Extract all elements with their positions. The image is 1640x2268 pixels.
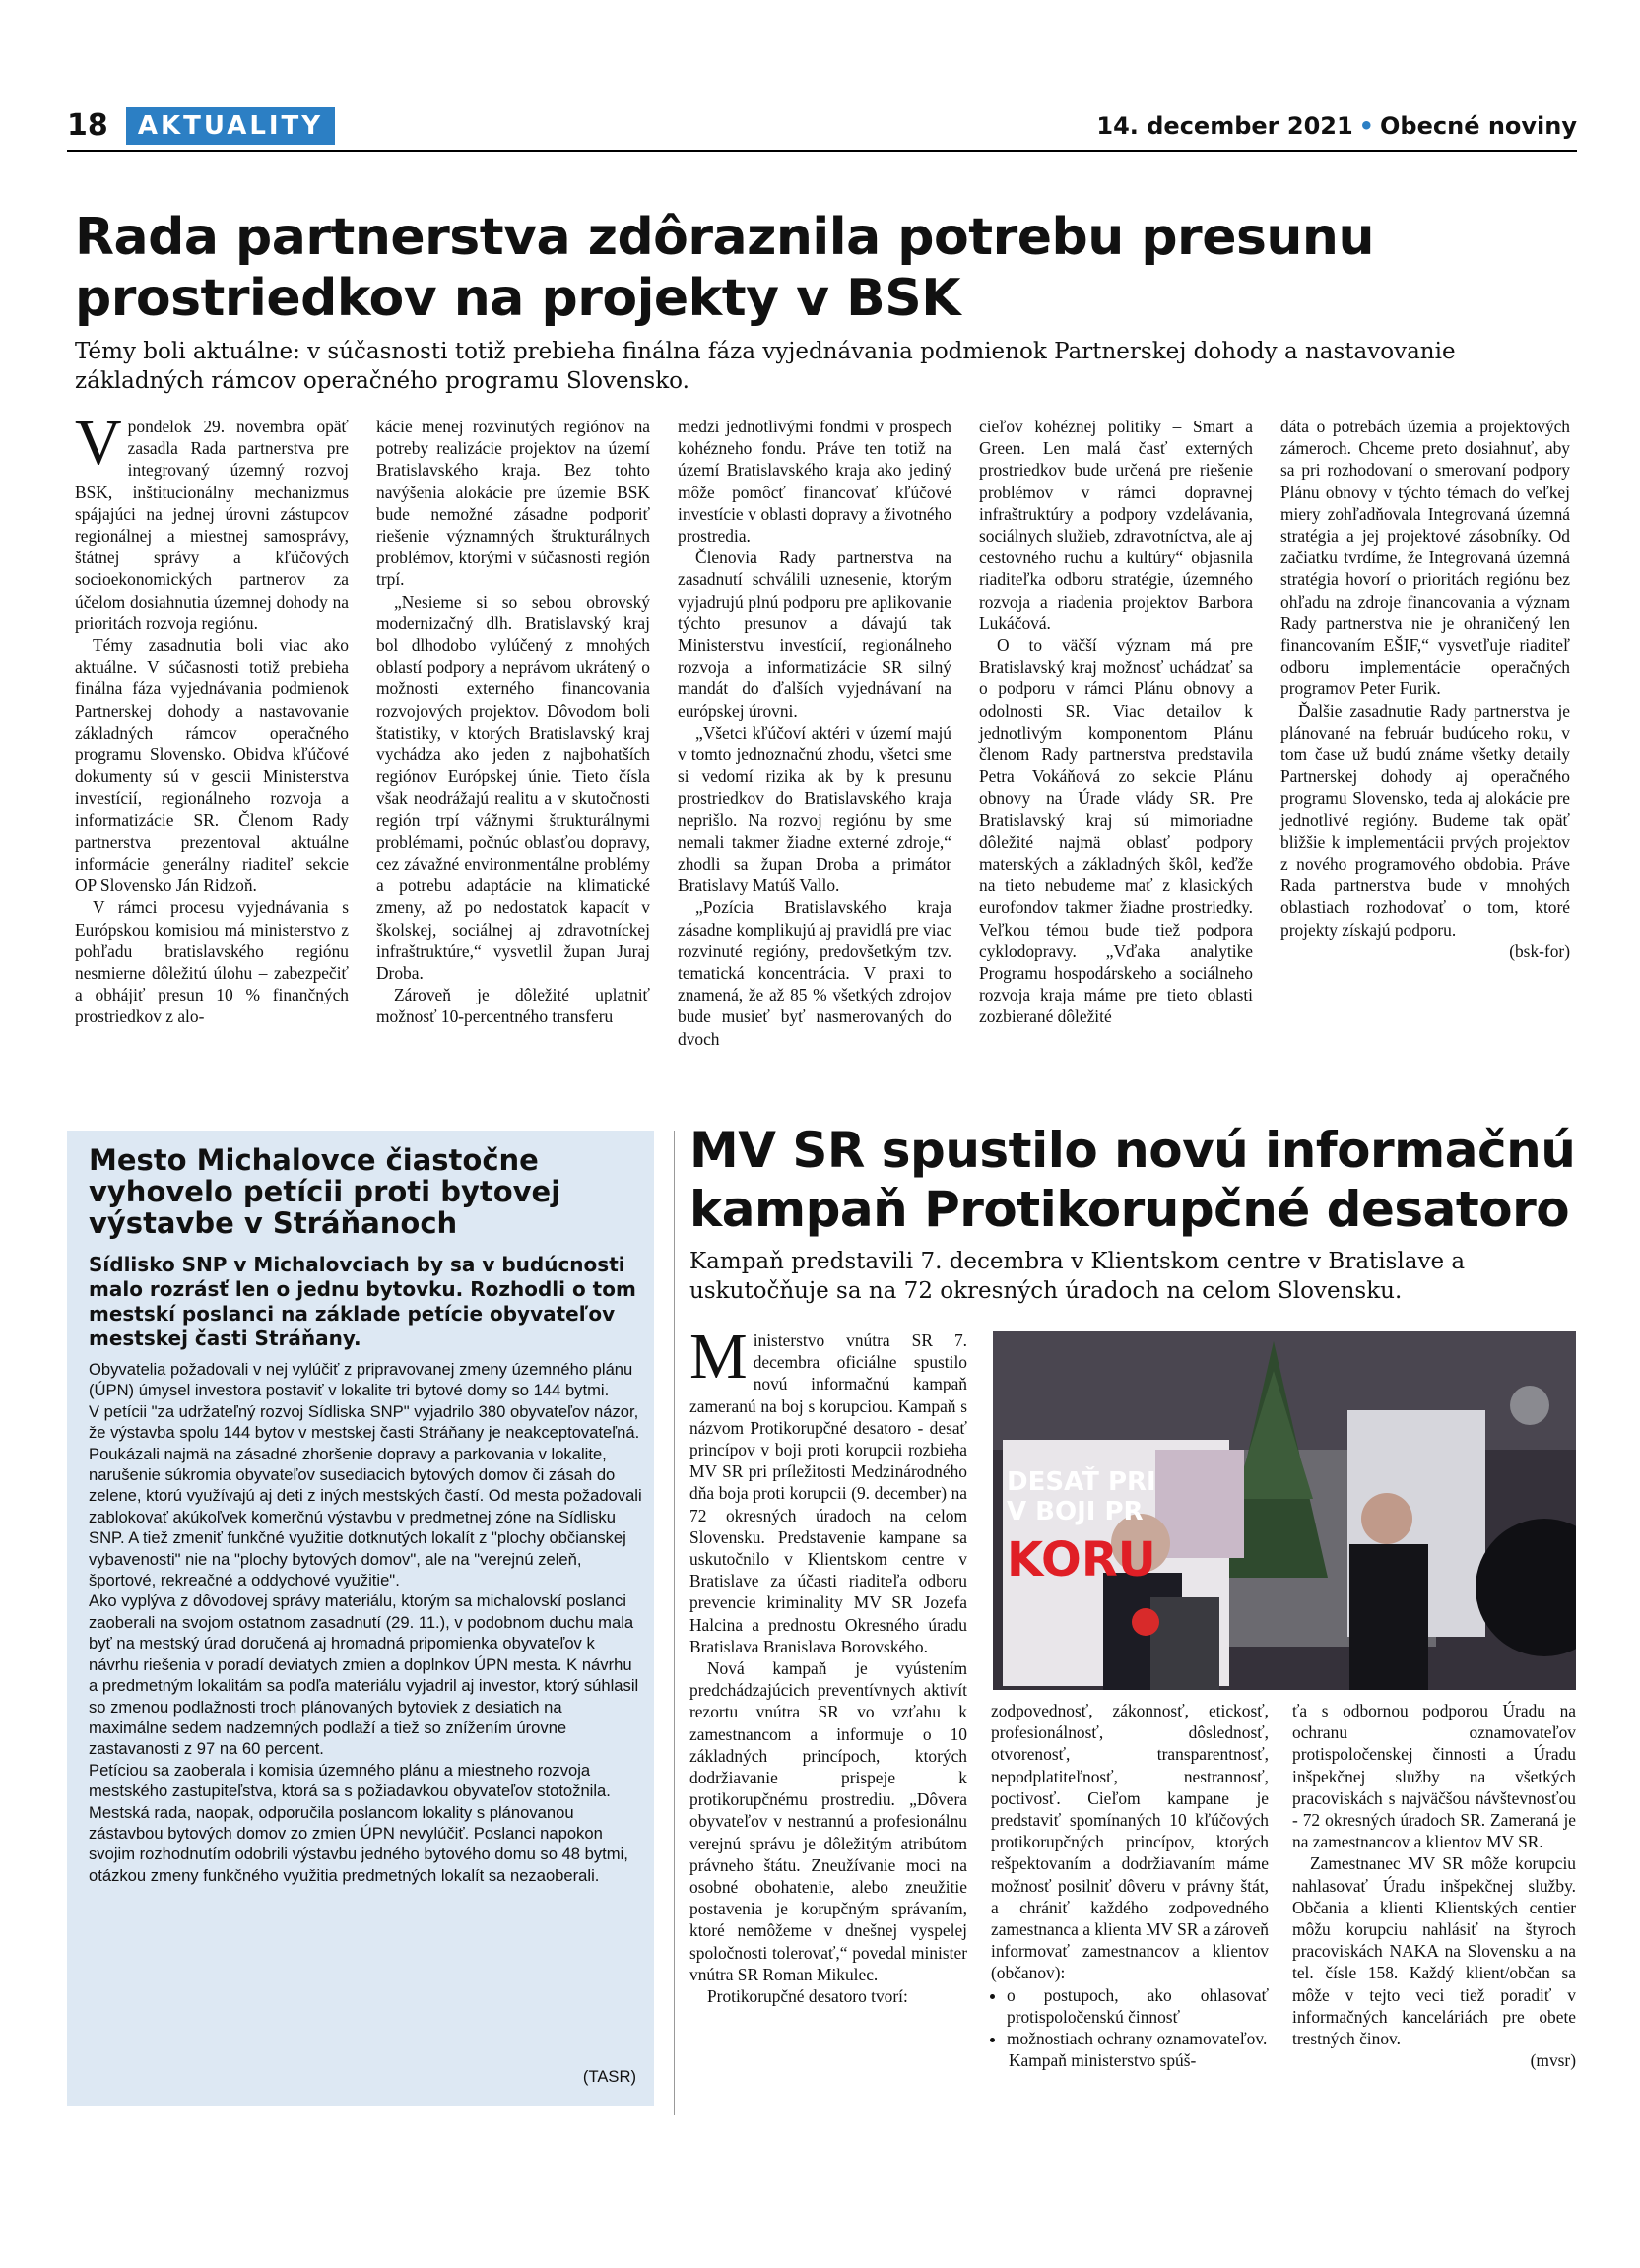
sidebar-headline-line1: Mesto Michalovce čiastočne <box>89 1143 539 1177</box>
sidebar-headline-line2: vyhovelo petícii proti bytovej <box>89 1175 561 1208</box>
article1-paragraph: Členovia Rady partnerstva na zasadnutí schválili uznesenie, ktorým vyjadrujú plnú podporu pre aplikovanie týchto presunov a dávajú tak Ministerstvu investícií, regionálneho rozvoja a informatizácie SR silný mandát do ďalších vyjednávaní na európskej úrovni. <box>678 548 951 721</box>
article1-column-3 <box>678 416 951 1050</box>
article2-paragraph: Zamestnanec MV SR môže korupciu nahlasovať Úradu inšpekčnej služby. Občania a klienti Klientských centier môžu korupciu nahlásiť na štyroch pracoviskách NAKA na Slovensku a na tel. čísle 158. Každý klient/občan sa môže v tejto veci tiež poradiť v informačných kanceláriách pre obete trestných činov. <box>1292 1853 1576 2049</box>
article1-paragraph: „Nesieme si so sebou obrovský modernizačný dlh. Bratislavský kraj bol dlhodobo vylúčený z mnohých oblastí podpory a neprávom ukrátený o možnosti externého financovania rozvojových projektov. Dôvodom boli štatistiky, v ktorých Bratislavský kraj vychádza ako jeden z najbohatších regiónov Európskej únie. Tieto čísla však neodrážajú realitu a v skutočnosti región trpí vážnymi štrukturálnymi problémami, počnúc oblasťou dopravy, cez závažné environmentálne problémy a potrebu adaptácie na klimatické zmeny, až po nedostatok kapacít v školskej, sociálnej aj zdravotníckej infraštruktúre,“ vysvetlil župan Juraj Droba. <box>376 591 650 984</box>
article2-paragraph: ťa s odbornou podporou Úradu na ochranu oznamovateľov protispoločenskej činnosti a Úradu inšpekčnej služby na všetkých pracoviskách s najväčšou návštevnosťou - 72 okresných úradoch SR. Zameraná je na zamestnancov a klientov MV SR. <box>1292 1701 1576 1852</box>
article2-lead-line2: uskutočňuje sa na 72 okresných úradoch na celom Slovensku. <box>689 1278 1403 1304</box>
article1-paragraph: Ďalšie zasadnutie Rady partnerstva je plánované na február budúceho roku, v tom čase už budú známe všetky detaily Partnerskej dohody aj operačného programu Slovensko, teda aj alokácie pre jednotlivé regióny. Budeme tak opäť bližšie k implementácii prvých projektov z nového programového obdobia. Práve Rada partnerstva bude v mnohých oblastiach rozhodovať o tom, ktoré projekty získajú podporu. <box>1280 700 1570 940</box>
list-item: • o postupoch, ako ohlasovať protispoločenskú činnosť <box>1007 1984 1269 2028</box>
sidebar-headline <box>89 1144 640 1239</box>
article2-column-2 <box>991 1700 1269 2071</box>
dateline-separator: • <box>1358 112 1375 140</box>
article2-drop-cap: M <box>689 1321 748 1393</box>
dateline <box>1096 112 1577 140</box>
sidebar-signature: (TASR) <box>582 2067 636 2086</box>
sidebar-paragraph: Ako vyplýva z dôvodovej správy materiálu, ktorým sa michalovskí poslanci zaoberali na svojom ostatnom zasadnutí (29. 11.), v podobnom duchu mala byť na mestský úrad doručená aj hromadná pripomienka obyvateľov k návrhu riešenia v poradí deviatych zmien a doplnkov ÚPN mesta. K návrhu a predmetným lokalitám sa podľa materiálu vyjadril aj investor, ktorý súhlasil so zmenou podlažnosti troch plánovaných bytoviek z desiatich na maximálne sedem nadzemných podlaží a tiež so znížením úrovne zastavanosti z 97 na 60 percent. <box>89 1591 639 1759</box>
article1-paragraph: kácie menej rozvinutých regiónov na potreby realizácie projektov na území Bratislavského kraja. Bez tohto navýšenia alokácie pre územie BSK bude nemožné zásadne podporiť riešenie významných štrukturálnych problémov, ktorými v súčasnosti región trpí. <box>376 417 650 590</box>
sidebar-headline-line3: výstavbe v Stráňanoch <box>89 1206 458 1240</box>
article1-paragraph: Zároveň je dôležité uplatniť možnosť 10-percentného transferu <box>376 985 650 1027</box>
article1-signature: (bsk-for) <box>1509 940 1570 961</box>
article1-column-4 <box>979 416 1253 1028</box>
article1-headline <box>75 207 1572 329</box>
article2-paragraph: inisterstvo vnútra SR 7. decembra oficiálne spustilo novú informačnú kampaň zameranú na boj s korupciou. Kampaň s názvom Protikorupčné desatoro - desať princípov v boji proti korupcii rozbieha MV SR pri príležitosti Medzinárodného dňa boja proti korupcii (9. december) na 72 okresných úradoch na celom Slovensku. Predstavenie kampane sa uskutočnilo v Klientskom centre v Bratislave za účasti riaditeľa odboru prevencie kriminality MV SR Jozefa Halcina a prednostu Okresného úradu Bratislava Branislava Borovského. <box>689 1330 967 1656</box>
publication-name: Obecné noviny <box>1380 112 1577 140</box>
article2-headline-line2: kampaň Protikorupčné desatoro <box>689 1181 1570 1238</box>
article2-bullet-list <box>991 1984 1269 2050</box>
header-rule <box>67 150 1577 152</box>
sidebar-paragraph: V petícii "za udržateľný rozvoj Sídliska SNP" vyjadrilo 380 obyvateľov názor, že výstavba spolu 144 bytov v mestskej časti Stráňany je neakceptovateľná. Poukázali najmä na zásadné zhoršenie dopravy a parkovania v lokalite, narušenie súkromia obyvateľov susediacich bytových domov či zásah do zelene, ktorú využívajú aj deti z iných mestských častí. Od mesta požadovali zablokovať akúkoľvek komerčnú výstavbu v predmetnej zóne na Sídlisku SNP. A tiež zmeniť funkčné využitie dotknutých lokalít z "plochy občianskej vybavenosti" nie na "plochy bytových domov", ale na "verejnú zeleň, športové, rekreačné a oddychové využitie". <box>89 1401 642 1590</box>
article2-lead <box>689 1247 1576 1306</box>
photo-banner-line: V BOJI PR <box>1007 1497 1144 1526</box>
article2-lead-line1: Kampaň predstavili 7. decembra v Klientskom centre v Bratislave a <box>689 1249 1466 1274</box>
article1-paragraph: „Pozícia Bratislavského kraja zásadne komplikujú aj pravidlá pre viac rozvinuté regióny, predovšetkým tzv. tematická koncentrácia. V praxi to znamená, že až 85 % všetkých zdrojov bude musieť byť nasmerovaných do dvoch <box>678 897 951 1049</box>
article1-headline-line1: Rada partnerstva zdôraznila potrebu presunu <box>75 208 1374 267</box>
article2-headline-line1: MV SR spustilo novú informačnú <box>689 1122 1576 1179</box>
article1-column-1 <box>75 407 349 1028</box>
article2-column-1 <box>689 1321 967 2007</box>
article1-column-5 <box>1280 416 1570 962</box>
article2-paragraph: Nová kampaň je vyústením predchádzajúcich preventívnych aktivít rezortu vnútra SR vo vzťahu k zamestnancom a informuje o 10 základných princípoch, ktorých dodržiavanie prispeje k protikorupčnému prostrediu. „Dôvera obyvateľov v nestrannú a profesionálnu verejnú správu je dôležitým atribútom právneho štátu. Zneužívanie moci na osobné obohatenie, alebo zneužitie postavenia je korupčným správaním, ktoré nemôžeme v dnešnej vyspelej spoločnosti tolerovať,“ povedal minister vnútra SR Roman Mikulec. <box>689 1658 967 1984</box>
list-item: • možnostiach ochrany oznamovateľov. <box>1007 2028 1269 2049</box>
article1-column-2 <box>376 416 650 1028</box>
press-conference-photo <box>993 1331 1576 1690</box>
sidebar-body <box>89 1359 642 1886</box>
article2-column-3 <box>1292 1700 1576 2071</box>
sidebar-paragraph: Petíciou sa zaoberala i komisia územného plánu a miestneho rozvoja mestského zastupiteľstva, ktorá sa s požiadavkou obyvateľov stotožnila. Mestská rada, naopak, odporučila poslancom lokality s plánovanou zástavbou bytových domov zo zmien ÚPN nevylúčiť. Poslanci napokon svojim rozhodnutím odobrili výstavbu jedného bytového domu so 48 bytmi, otázkou zmeny funkčného využitia predmetných lokalít sa nezaoberali. <box>89 1760 628 1885</box>
article1-paragraph: medzi jednotlivými fondmi v prospech kohézneho fondu. Práve ten totiž na území Bratislavského kraja ako jediný môže pomôcť financovať kľúčové investície v oblasti dopravy a životného prostredia. <box>678 417 951 547</box>
article1-drop-cap: V <box>75 407 122 479</box>
article2-paragraph: Protikorupčné desatoro tvorí: <box>707 1986 908 2007</box>
photo-banner-text <box>1007 1467 1156 1526</box>
article1-paragraph: Témy zasadnutia boli viac ako aktuálne. V súčasnosti totiž prebieha finálna fáza vyjednávania podmienok Partnerskej dohody a nastavovanie základných rámcov operačného programu Slovensko. Obidva kľúčové dokumenty sú v gescii Ministerstva investícií, regionálneho rozvoja a informatizácie SR. Členom Rady partnerstva prezentoval aktuálne informácie generálny riaditeľ sekcie OP Slovensko Ján Ridzoň. <box>75 635 349 896</box>
article1-paragraph: O to väčší význam má pre Bratislavský kraj možnosť uchádzať sa o podporu v rámci Plánu obnovy a odolnosti SR. Viac detailov k jednotlivým komponentom Plánu členom Rady partnerstva predstavila Petra Vokáňová zo sekcie Plánu obnovy na Úrade vlády SR. Pre Bratislavský kraj sú mimoriadne dôležité najmä oblasť podpory materských a základných škôl, keďže na tieto nebudeme mať z klasických eurofondov takmer žiadne prostriedky. Veľkou témou bude tiež podpora cyklodopravy. „Vďaka analytike Programu hospodárskeho a sociálneho rozvoja kraja máme pre tieto oblasti zozbierané dôležité <box>979 635 1253 1027</box>
article1-paragraph: „Všetci kľúčoví aktéri v území majú v tomto jednoznačnú zhodu, všetci sme si vedomí rizika ak by k presunu prostriedkov do Bratislavského kraja neprišlo. Na rozvoj regiónu by sme nemali takmer žiadne externé zdroje,“ zhodli sa župan Droba a primátor Bratislavy Matúš Vallo. <box>678 722 951 896</box>
article1-paragraph: dáta o potrebách územia a projektových zámeroch. Chceme preto dosiahnuť, aby sa pri rozhodovaní o smerovaní podpory Plánu obnovy v týchto témach do veľkej miery zohľadňovala Integrovaná územná stratégia a jej projektové zásobníky. Od začiatku tvrdíme, že Integrovaná územná stratégia hovorí o prioritách regiónu bez ohľadu na zdroje financovania a význam Rady partnerstva nie je ohraničený len financovaním EŠIF,“ vysvetľuje riaditeľ odboru implementácie operačných programov Peter Furik. <box>1280 417 1570 699</box>
article1-headline-line2: prostriedkov na projekty v BSK <box>75 269 960 328</box>
issue-date: 14. december 2021 <box>1096 112 1353 140</box>
photo-banner-line: DESAŤ PRI <box>1007 1467 1156 1497</box>
article1-lead <box>75 337 1576 396</box>
article1-paragraph: V rámci procesu vyjednávania s Európskou komisiou má ministerstvo z pohľadu bratislavského regiónu nesmierne dôležitú úlohu – zabezpečiť a obhájiť presun 10 % finančných prostriedkov z alo- <box>75 897 349 1027</box>
article2-paragraph: Kampaň ministerstvo spúš- <box>1009 2050 1197 2071</box>
article1-paragraph: pondelok 29. novembra opäť zasadla Rada partnerstva pre integrovaný územný rozvoj BSK, inštitucionálny mechanizmus spájajúci na jednej úrovni zástupcov regionálnej a miestnej samosprávy, štátnej správy a kľúčových socioekonomických partnerov za účelom dosiahnutia územnej dohody na prioritách rozvoja regiónu. <box>75 417 349 633</box>
page-number: 18 <box>67 108 108 143</box>
section-label: AKTUALITY <box>126 107 335 145</box>
sidebar-paragraph: Obyvatelia požadovali v nej vylúčiť z pripravovanej zmeny územného plánu (ÚPN) úmysel investora postaviť v lokalite tri bytové domy so 144 bytmi. <box>89 1360 633 1400</box>
sidebar-lead: Sídlisko SNP v Michalovciach by sa v budúcnosti malo rozrásť len o jednu bytovku. Rozhodli o tom mestskí poslanci na základe petície obyvateľov mestskej časti Stráňany. <box>89 1253 636 1350</box>
article1-lead-line1: Témy boli aktuálne: v súčasnosti totiž prebieha finálna fáza vyjednávania podmienok Partnerskej dohody a nastavovanie <box>75 339 1456 364</box>
article2-signature: (mvsr) <box>1530 2050 1576 2071</box>
article2-headline <box>689 1121 1576 1239</box>
article1-lead-line2: základných rámcov operačného programu Slovensko. <box>75 368 689 394</box>
column-divider <box>674 1131 675 2115</box>
article1-paragraph: cieľov kohéznej politiky – Smart a Green. Len malá časť externých prostriedkov bude určená pre riešenie problémov v rámci dopravnej infraštruktúry a podpory vzdelávania, sociálnych služieb, zdravotníctva, ale aj cestovného ruchu a kultúry“ objasnila riaditeľka odboru stratégie, územného rozvoja a riadenia projektov Barbora Lukáčová. <box>979 417 1253 633</box>
sidebar-box <box>67 1131 654 2106</box>
photo-banner-korupcia: KORU <box>1007 1532 1156 1588</box>
article2-paragraph: zodpovednosť, zákonnosť, etickosť, profesionálnosť, dôslednosť, otvorenosť, transparentnosť, nepodplatiteľnosť, nestrannosť, poctivosť. Cieľom kampane je predstaviť spomínaných 10 kľúčových protikorupčných princípov, ktorých rešpektovaním a dodržiavaním máme možnosť posilniť dôveru v právny štát, a chrániť každého zodpovedného zamestnanca a klienta MV SR a zároveň informovať zamestnancov a klientov (občanov): <box>991 1701 1269 1983</box>
